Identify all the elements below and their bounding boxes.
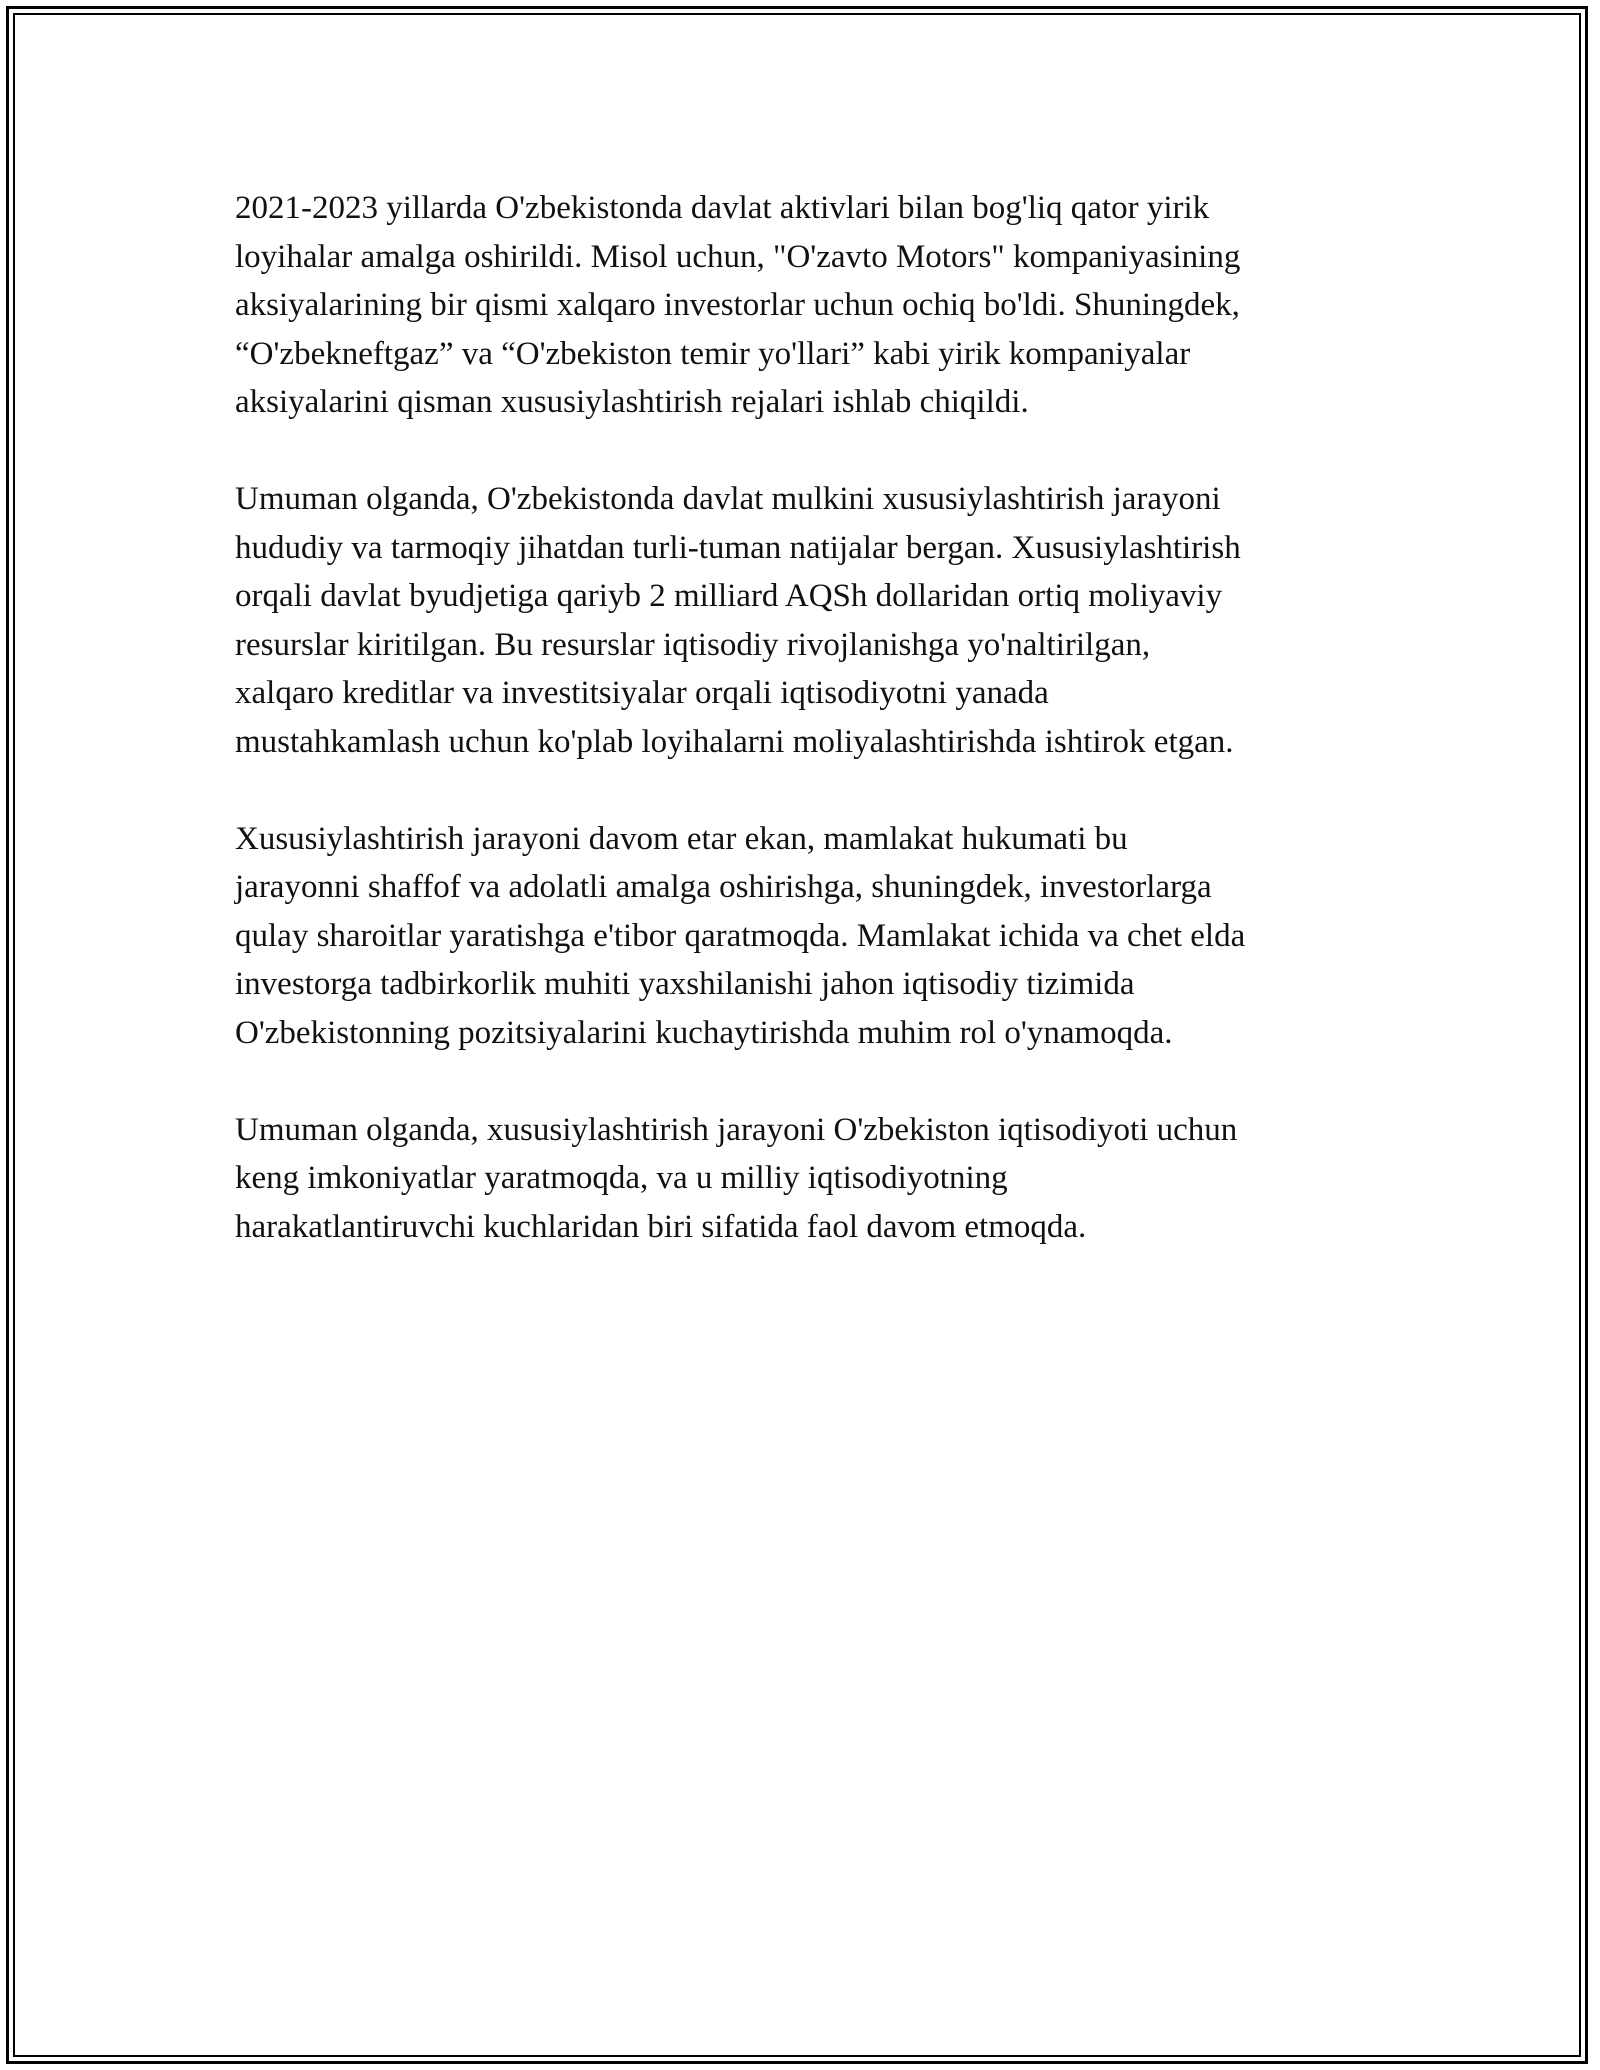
text-line: resurslar kiritilgan. Bu resurslar iqtisodiy rivojlanishga yo'naltirilgan,: [235, 626, 1151, 663]
paragraph-3: [235, 815, 1375, 1058]
text-line: keng imkoniyatlar yaratmoqda, va u milliy iqtisodiyotning: [235, 1160, 1008, 1196]
text-line: mustahkamlash uchun ko'plab loyihalarni moliyalashtirishda ishtirok etgan.: [235, 723, 1234, 760]
text-line: jarayonni shaffof va adolatli amalga oshirishga, shuningdek, investorlarga: [235, 869, 1212, 905]
text-line: 2021-2023 yillarda O'zbekistonda davlat aktivlari bilan bog'liq qator yirik: [235, 190, 1210, 226]
text-line: loyihalar amalga oshirildi. Misol uchun, "O'zavto Motors" kompaniyasining: [235, 238, 1241, 275]
text-line: Umuman olganda, O'zbekistonda davlat mulkini xususiylashtirish jarayoni: [235, 481, 1221, 517]
text-line: hududiy va tarmoqiy jihatdan turli-tuman natijalar bergan. Xususiylashtirish: [235, 529, 1241, 566]
text-line: qulay sharoitlar yaratishga e'tibor qaratmoqda. Mamlakat ichida va chet elda: [235, 917, 1246, 954]
text-line: Umuman olganda, xususiylashtirish jarayoni O'zbekiston iqtisodiyoti uchun: [235, 1111, 1238, 1148]
document-body: [235, 184, 1375, 1300]
text-line: “O'zbekneftgaz” va “O'zbekiston temir yo'llari” kabi yirik kompaniyalar: [235, 335, 1191, 372]
text-line: Xususiylashtirish jarayoni davom etar ekan, mamlakat hukumati bu: [235, 820, 1128, 857]
text-line: xalqaro kreditlar va investitsiyalar orqali iqtisodiyotni yanada: [235, 675, 1049, 711]
text-line: aksiyalarini qisman xususiylashtirish rejalari ishlab chiqildi.: [235, 384, 1029, 420]
paragraph-4: [235, 1106, 1375, 1252]
text-line: harakatlantiruvchi kuchlaridan biri sifatida faol davom etmoqda.: [235, 1208, 1087, 1245]
text-line: aksiyalarining bir qismi xalqaro investorlar uchun ochiq bo'ldi. Shuningdek,: [235, 287, 1240, 323]
text-line: investorga tadbirkorlik muhiti yaxshilanishi jahon iqtisodiy tizimida: [235, 966, 1135, 1002]
text-line: orqali davlat byudjetiga qariyb 2 milliard AQSh dollaridan ortiq moliyaviy: [235, 578, 1223, 614]
text-line: O'zbekistonning pozitsiyalarini kuchaytirishda muhim rol o'ynamoqda.: [235, 1014, 1173, 1051]
paragraph-1: [235, 184, 1375, 427]
paragraph-2: [235, 475, 1375, 766]
